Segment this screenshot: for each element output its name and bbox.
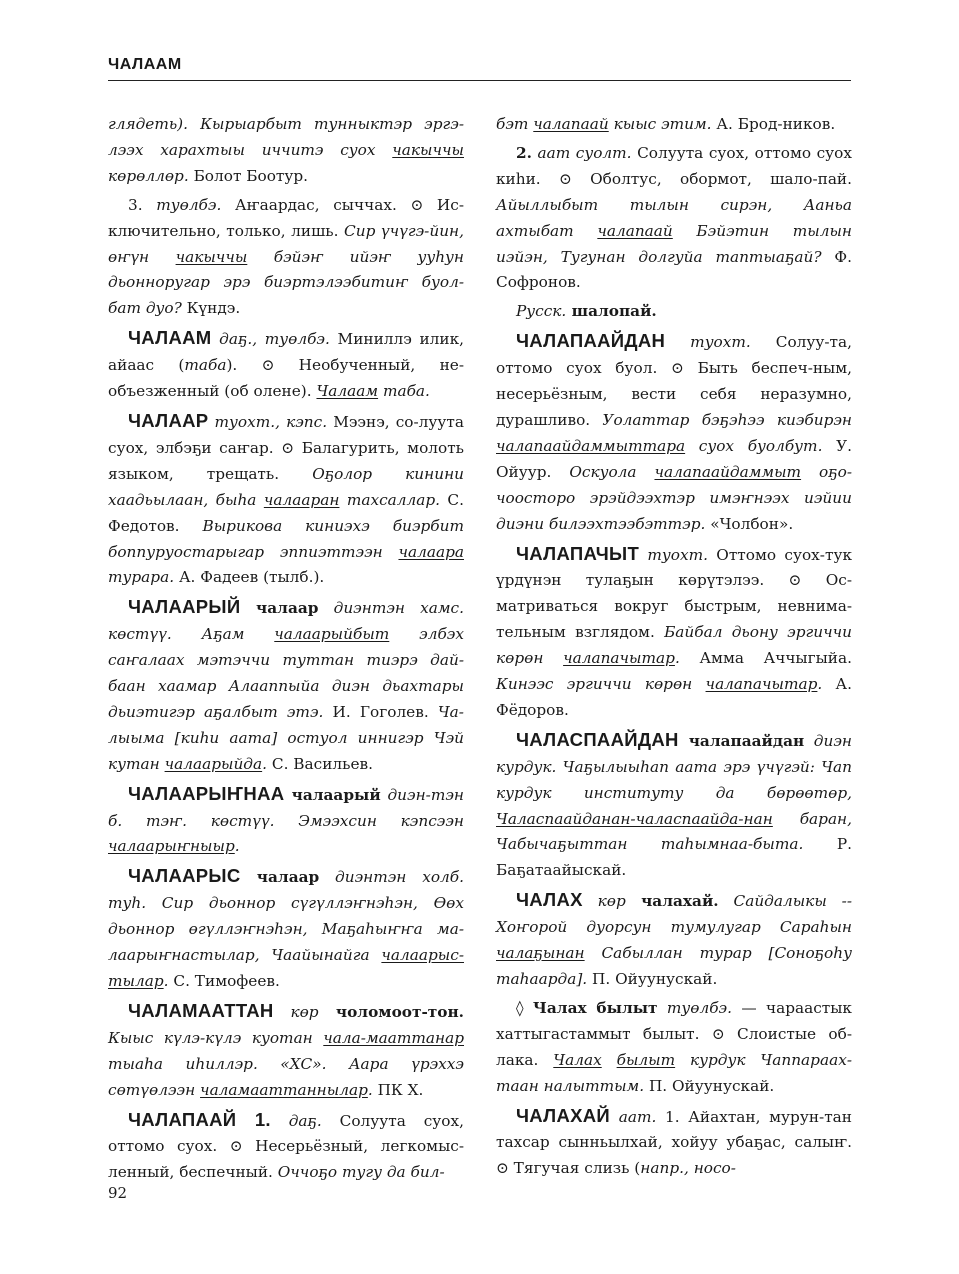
entry-idiom: ◊ Чалах былыт туөлбэ. — чараастык хаттыгастаммыт былыт. ⊙ Слоистые об-лака. Чалах былыт курдук Чаппараах-таан налыттым. П. Ойуунускай. bbox=[496, 998, 852, 1095]
headword: ЧАЛАПААЙ 1. bbox=[128, 1108, 271, 1130]
entry-continuation: глядеть). Кырыарбыт тунныктэр эргэ-лээх харахтыы иччитэ суох чакыччы көрөллөр. Болот Боотур. bbox=[108, 115, 464, 185]
entry: ЧАЛААРЫҤНАА чалаарый диэн-тэн б. тэҥ. көстүү. Эмээхсин кэпсээн чалаарыҥныыр. bbox=[108, 782, 464, 856]
left-column bbox=[108, 112, 464, 1189]
headword: ЧАЛАПАЧЫТ bbox=[516, 542, 640, 564]
entry: ЧАЛАМААТТАН көр чоломоот-тон. Кыыс күлэ-күлэ куотан чала-мааттанар тыаһа иһиллэр. «ХС». Аара үрэххэ сөтүөлээн чаламааттаннылар. ПК Х. bbox=[108, 999, 464, 1099]
headword: ЧАЛАПААЙДАН bbox=[516, 330, 666, 352]
entry: ЧАЛАСПААЙДАН чалапаайдан диэн курдук. Чаҕылыыһап аата эрэ үчүгэй: Чап курдук институту да бөрөөтөр, Чаласпаайданан-чаласпаайда-нан баран, Чабычаҕыттан таһымнаа-быта. Ρ. Баҕатаайыскай. bbox=[496, 728, 852, 880]
entry: ЧАЛААР туохт., кэпс. Мээнэ, со-луута суох, элбэҕи саҥар. ⊙ Балагурить, молоть языком, трещать. Оҕолор кинини хаадьылаан, быһа чалааран тахсаллар. С. Федотов. Вырикова киниэхэ биэрбит боппуруостарыгар эппиэттээн чалаара турара. А. Фадеев (тылб.). bbox=[108, 409, 465, 587]
running-title: ЧАЛААМ bbox=[108, 56, 182, 73]
entry: ЧАЛАПАЧЫТ туохт. Оттомо суох-тук үрдүнэн тулаҕын көрүтэлээ. ⊙ Ос-матриваться вокруг быстрым, невнима-тельным взглядом. Байбал дьону эргиччи көрөн чалапачытар. Амма Аччыгыйа. Кинээс эргиччи көрөн чалапачытар. А. Фёдоров. bbox=[496, 542, 853, 719]
entry-continuation: бэт чалапаай кыыс этим. А. Брод-ников. bbox=[496, 115, 836, 133]
headword: ЧАЛАМААТТАН bbox=[128, 999, 274, 1021]
entry: ЧАЛАПААЙ 1. даҕ. Солуута суох, оттомо суох. ⊙ Несерьёзный, легкомыс-ленный, беспечный. Оччоҕо тугу да бил- bbox=[108, 1108, 464, 1182]
entry: ЧАЛАХ көр чалахай. Сайдалыкы -- Хоҥорой дуорсун тумулугар Сараһын чалаҕынан Сабыллан турар [Соноҕоһу таһаарда]. П. Ойуунускай. bbox=[496, 889, 852, 988]
headword: ЧАЛАСПААЙДАН bbox=[516, 728, 679, 750]
headword: ЧАЛААР bbox=[128, 409, 209, 431]
entry: ЧАЛААРЫС чалаар диэнтэн холб. туһ. Сир дьоннор сүгүллэҥнэһэн, Өөх дьоннор өгүллэҥнэһэн, Маҕаһыҥҥа ма-лаарыҥнастылар, Чаайынайга чалаарыс-тылар. С. Тимофеев. bbox=[108, 865, 464, 990]
headword: ЧАЛААРЫҤНАА bbox=[128, 782, 285, 804]
entry: ЧАЛАПААЙДАН туохт. Солуу-та, оттомо суох буол. ⊙ Быть беспеч-ным, несерьёзным, вести себя неразумно, дурашливо. Уолаттар бэҕэһээ киэбирэн чалапаайдаммыттара суох буолбут. У. Ойуур. Оскуола чалапаайдаммыт оҕо-чоосторо эрэйдээхтэр имэҥнээх иэйии диэни билээхтээбэттэр. «Чолбон». bbox=[496, 330, 853, 533]
entry-etymology: Ρусск. шалопай. bbox=[516, 302, 657, 321]
headword: ЧАЛАХ bbox=[516, 889, 583, 911]
entry: ЧАЛАХАЙ аат. 1. Айахтан, мурун-тан тахсар сынньылхай, хойуу убаҕас, салыҥ. ⊙ Тягучая слизь (напр., носо- bbox=[496, 1104, 852, 1178]
entry-sense: 3. туөлбэ. Аҥаардас, сыччах. ⊙ Ис-ключительно, только, лишь. Сир үчүгэ-йин, өҥүн чакыччы бэйэҥ ийэҥ ууһун дьонноругар эрэ биэртэлээбитиҥ буол-бат дуо? Күндэ. bbox=[108, 195, 464, 318]
entry: ЧАЛААМ даҕ., туөлбэ. Миниллэ илик, айаас (таба). ⊙ Необученный, не-объезженный (об олене). Чалаам таба. bbox=[108, 327, 464, 401]
page-number: 92 bbox=[108, 1184, 128, 1202]
running-header bbox=[108, 54, 851, 81]
headword: ЧАЛААМ bbox=[128, 327, 212, 349]
entry-sense: 2. аат суолт. Солуута суох, оттомо суох киһи. ⊙ Оболтус, обормот, шало-пай. Айыллыбыт тылын сирэн, Ааньа ахтыбат чалапаай Бэйэтин тылын иэйэн, Тугунан долгуйа таптыаҕай? Ф. Софронов. bbox=[496, 143, 852, 292]
right-column bbox=[496, 112, 852, 1185]
headword: ЧАЛААРЫЙ bbox=[128, 596, 241, 618]
entry: ЧАЛААРЫЙ чалаар диэнтэн хамс. көстүү. Аҕам чалаарыйбыт элбэх саҥалаах мэтэччи туттан тиэрэ дай-баан хаамар Алааппыйа диэн дьахтары дьиэтигэр аҕалбыт этэ. И. Гоголев. Ча-лыыма [киһи аата] остуол иннигэр Чэй кутан чалаарыйда. С. Васильев. bbox=[108, 596, 465, 773]
headword: ЧАЛАХАЙ bbox=[516, 1104, 611, 1126]
headword: ЧАЛААРЫС bbox=[128, 865, 241, 887]
